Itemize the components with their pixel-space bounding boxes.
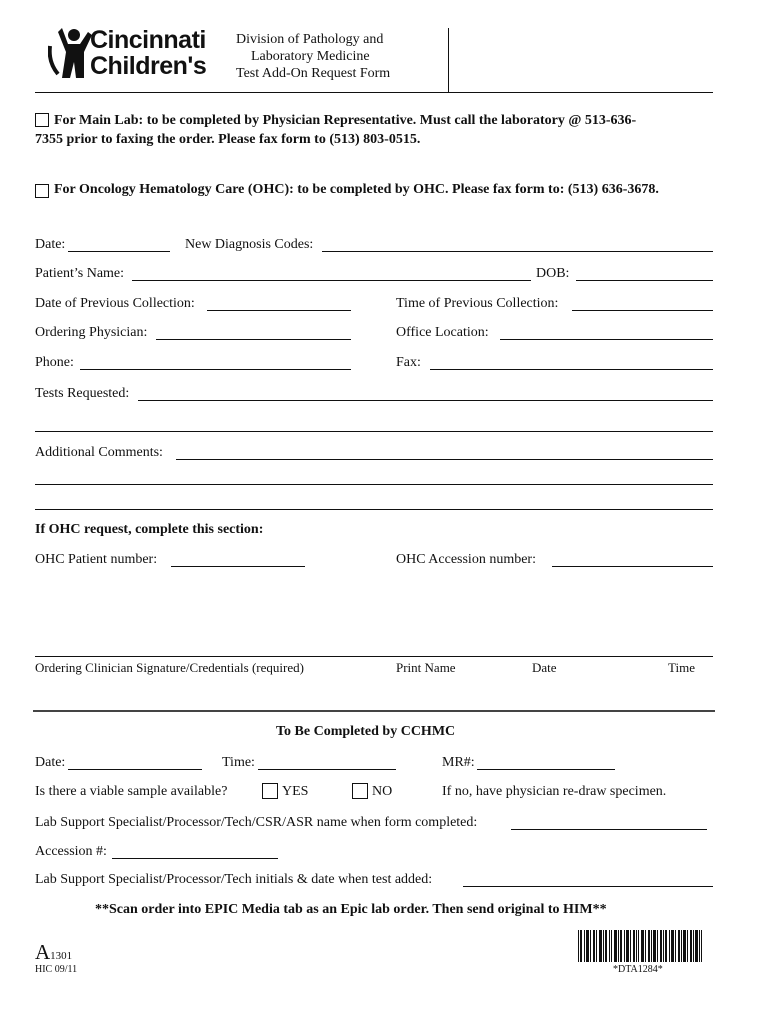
revision-code: HIC 09/11 [35, 964, 78, 975]
ohc-patient-number-label: OHC Patient number: [35, 552, 158, 567]
viable-sample-question: Is there a viable sample available? [35, 784, 228, 799]
tests-requested-field[interactable] [138, 386, 713, 401]
form-code-number: 1301 [50, 950, 73, 962]
additional-comments-field-line3[interactable] [35, 495, 713, 510]
fax-field[interactable] [430, 355, 713, 370]
tests-requested-field-line2[interactable] [35, 417, 713, 432]
cchmc-time-field[interactable] [258, 755, 396, 770]
cchmc-time-label: Time: [222, 755, 255, 770]
child-figure-icon [48, 26, 92, 80]
main-lab-line1: For Main Lab: to be completed by Physician Representative. Must call the laboratory @ 513-636- [54, 113, 637, 128]
accession-field[interactable] [112, 844, 278, 859]
header-vertical-divider [448, 28, 449, 92]
phone-field[interactable] [80, 355, 351, 370]
ohc-checkbox[interactable] [35, 184, 49, 198]
cchmc-date-label: Date: [35, 755, 66, 770]
name-completed-field[interactable] [511, 815, 707, 830]
accession-label: Accession #: [35, 844, 107, 859]
clinician-signature-label: Ordering Clinician Signature/Credentials (required) [35, 660, 304, 675]
print-name-label: Print Name [396, 660, 456, 675]
ordering-physician-field[interactable] [156, 325, 351, 340]
header-divider [35, 92, 713, 93]
logo-text-line1: Cincinnati [90, 26, 206, 54]
signature-date-label: Date [532, 660, 557, 675]
name-completed-label: Lab Support Specialist/Processor/Tech/CSR/ASR name when form completed: [35, 815, 478, 830]
signature-line[interactable] [35, 656, 713, 657]
time-prev-collection-field[interactable] [572, 296, 713, 311]
date-prev-collection-label: Date of Previous Collection: [35, 296, 195, 311]
barcode-icon [578, 930, 702, 962]
additional-comments-label: Additional Comments: [35, 445, 163, 460]
new-diagnosis-codes-label: New Diagnosis Codes: [185, 237, 314, 252]
division-line1: Division of Pathology and [236, 32, 384, 47]
cchmc-heading: To Be Completed by CCHMC [276, 724, 456, 739]
time-prev-collection-label: Time of Previous Collection: [396, 296, 559, 311]
ordering-physician-label: Ordering Physician: [35, 325, 148, 340]
office-location-label: Office Location: [396, 325, 489, 340]
initials-date-label: Lab Support Specialist/Processor/Tech initials & date when test added: [35, 872, 433, 887]
tests-requested-label: Tests Requested: [35, 386, 130, 401]
office-location-field[interactable] [500, 325, 713, 340]
phone-label: Phone: [35, 355, 74, 370]
barcode [578, 930, 702, 962]
date-field[interactable] [68, 237, 170, 252]
scan-note: **Scan order into EPIC Media tab as an Epic lab order. Then send original to HIM** [95, 902, 607, 917]
dob-field[interactable] [576, 266, 713, 281]
signature-time-label: Time [668, 660, 695, 675]
ohc-patient-number-field[interactable] [171, 552, 305, 567]
mr-field[interactable] [477, 755, 615, 770]
cchmc-date-field[interactable] [68, 755, 202, 770]
date-label: Date: [35, 237, 66, 252]
no-checkbox[interactable] [352, 783, 368, 799]
section-divider [33, 710, 715, 712]
form-title: Test Add-On Request Form [236, 66, 391, 81]
dob-label: DOB: [536, 266, 570, 281]
division-line2: Laboratory Medicine [251, 49, 370, 64]
date-prev-collection-field[interactable] [207, 296, 351, 311]
main-lab-line2: 7355 prior to faxing the order. Please fax form to (513) 803-0515. [35, 132, 421, 147]
ohc-section-heading: If OHC request, complete this section: [35, 522, 264, 537]
division-title [236, 31, 436, 82]
ohc-instructions: For Oncology Hematology Care (OHC): to be completed by OHC. Please fax form to: (513) 636-3678. [54, 182, 659, 197]
if-no-note: If no, have physician re-draw specimen. [442, 784, 667, 799]
logo-text-line2: Children's [90, 52, 207, 80]
fax-label: Fax: [396, 355, 421, 370]
additional-comments-field-line2[interactable] [35, 470, 713, 485]
yes-label: YES [282, 784, 309, 799]
form-code-letter: A [35, 940, 51, 964]
initials-date-field[interactable] [463, 872, 713, 887]
ohc-accession-number-label: OHC Accession number: [396, 552, 536, 567]
hospital-logo [48, 26, 228, 82]
additional-comments-field[interactable] [176, 445, 713, 460]
form-code [35, 940, 72, 965]
patient-name-field[interactable] [132, 266, 531, 281]
ohc-accession-number-field[interactable] [552, 552, 713, 567]
mr-label: MR#: [442, 755, 475, 770]
yes-checkbox[interactable] [262, 783, 278, 799]
main-lab-instructions [35, 111, 715, 149]
barcode-text: *DTA1284* [613, 964, 663, 975]
new-diagnosis-codes-field[interactable] [322, 237, 713, 252]
patient-name-label: Patient’s Name: [35, 266, 125, 281]
no-label: NO [372, 784, 393, 799]
